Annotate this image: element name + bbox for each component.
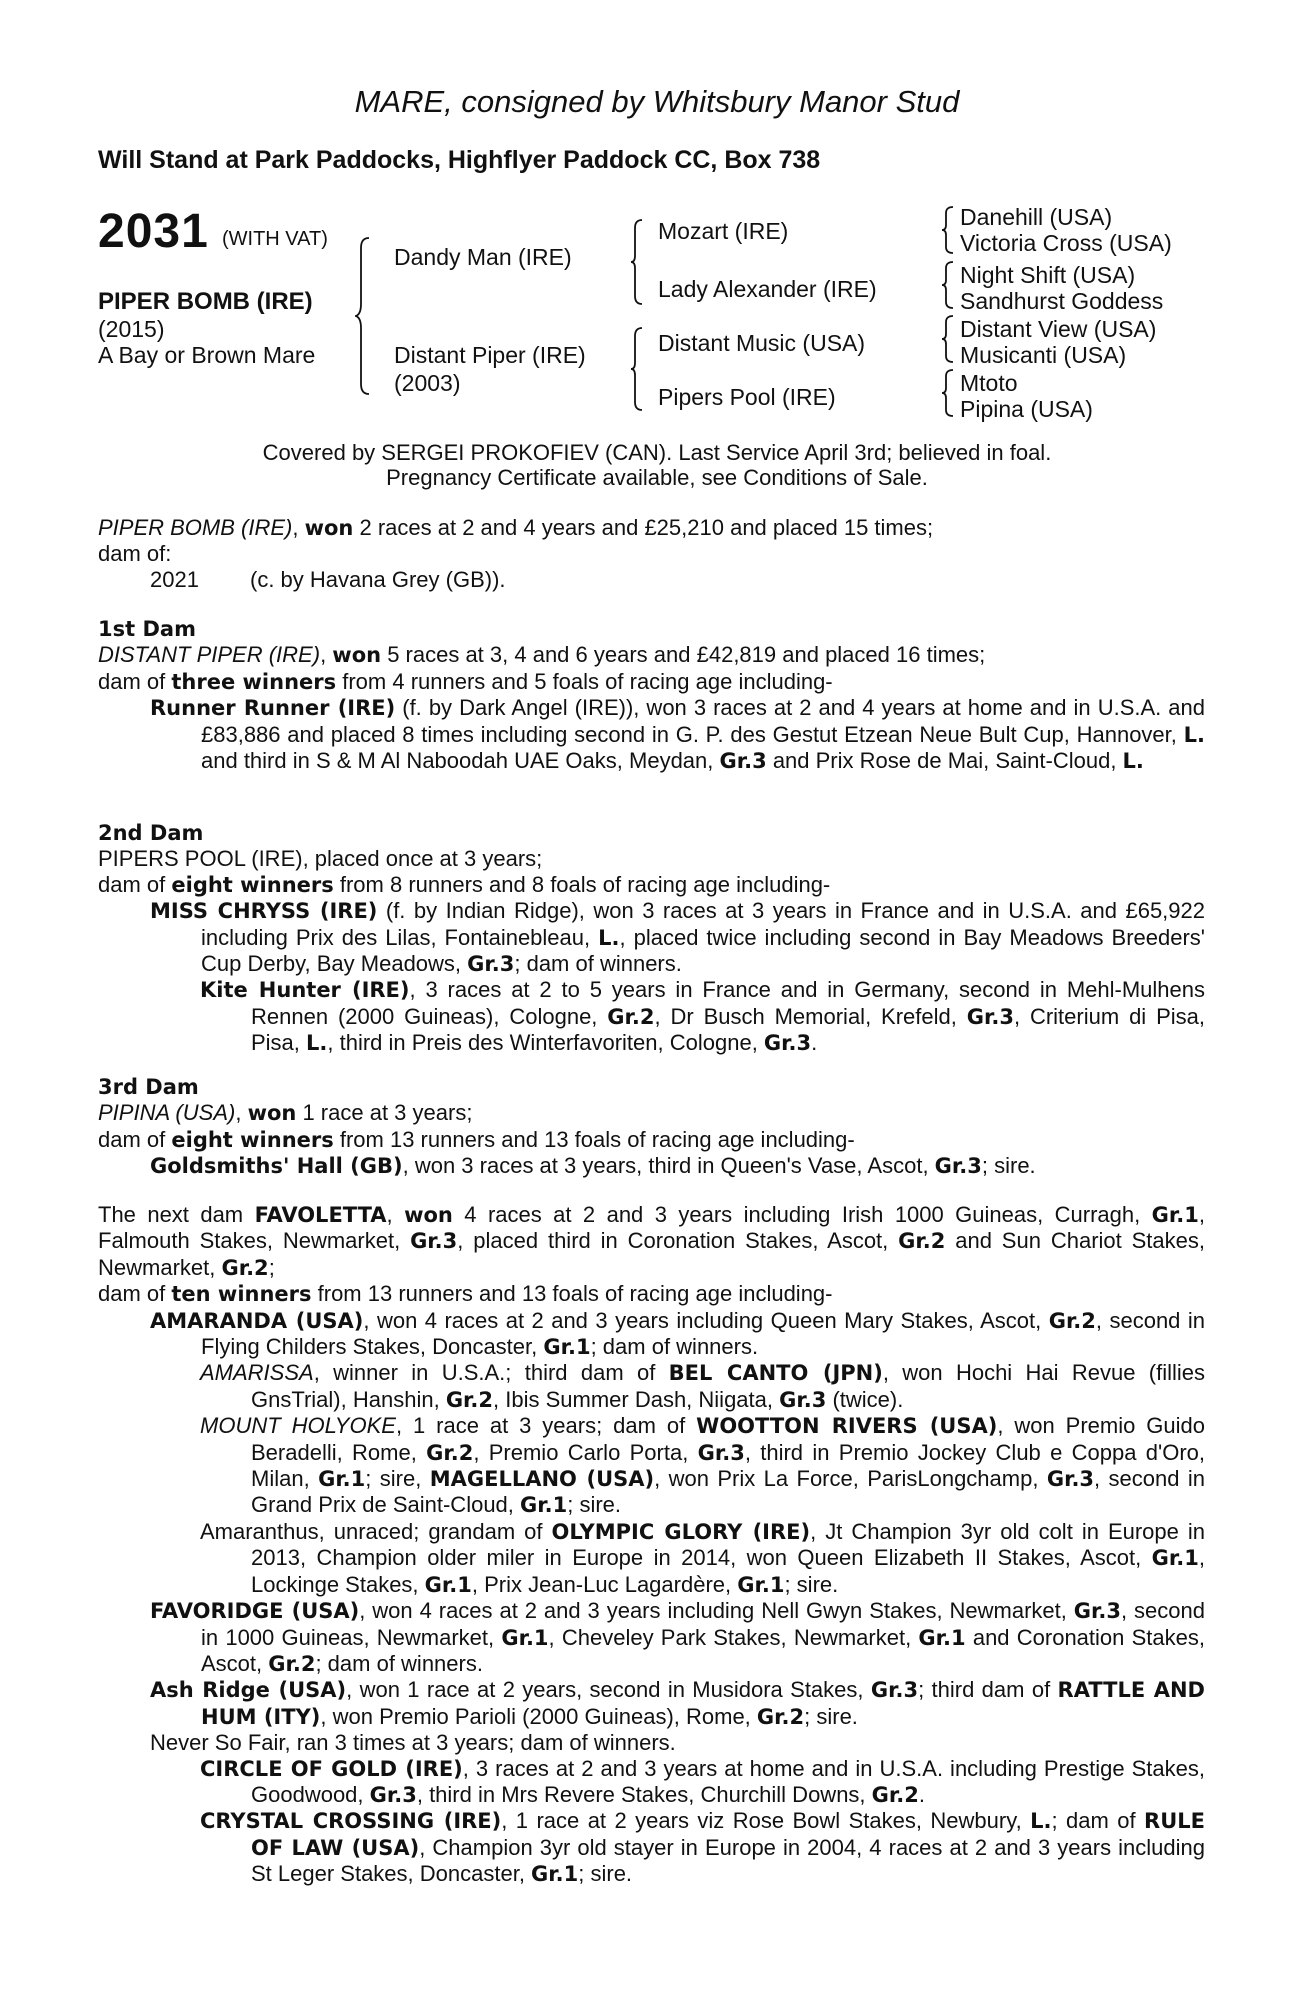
runner-name: FAVORIDGE (USA)	[150, 1599, 360, 1624]
runner-amarissa	[98, 1360, 1205, 1413]
pedigree-brace-sire	[630, 218, 648, 306]
runner-text: , Criterium di Pisa, Pisa,	[251, 1003, 1205, 1056]
horse-name: PIPER BOMB (IRE)	[98, 288, 313, 315]
group-mark: Gr.3	[1046, 1467, 1095, 1492]
runner-text: ; sire.	[784, 1571, 839, 1597]
group-mark: Gr.1	[1151, 1203, 1199, 1227]
second-dam-winners: eight winners	[171, 872, 334, 897]
horse-description: A Bay or Brown Mare	[98, 342, 316, 368]
second-dam-section	[98, 821, 1205, 1057]
group-mark: Gr.1	[424, 1572, 472, 1597]
pedigree-sire-sire: Mozart (IRE)	[658, 218, 789, 244]
pedigree-dam-dam: Pipers Pool (IRE)	[658, 384, 836, 410]
group-mark: Gr.1	[501, 1625, 549, 1650]
group-mark: Gr.2	[426, 1440, 474, 1465]
produce-year: 2021	[150, 566, 199, 592]
runner-text: ; sire.	[578, 1861, 633, 1887]
group-mark: Gr.3	[697, 1440, 745, 1465]
runner-amaranthus	[98, 1519, 1205, 1598]
runner-text: ; dam of	[1051, 1808, 1145, 1834]
runner-name: Ash Ridge (USA)	[150, 1678, 347, 1703]
runner-text: (f. by Dark Angel (IRE)), won 3 races at 2 and 4 years at home and in U.S.A. and £83,886 and placed 8 times including second in G. P. des Gestut Etzean Neue Bult Cup, Hannover,	[201, 695, 1205, 747]
separator: ,	[386, 1202, 405, 1227]
runner-bold: WOOTTON RIVERS (USA)	[696, 1414, 998, 1439]
runner-name: AMARISSA	[200, 1360, 314, 1386]
first-dam-runner-1	[98, 695, 1205, 774]
vat-label: (WITH VAT)	[222, 228, 328, 250]
group-mark: Gr.3	[763, 1031, 812, 1056]
group-mark: Gr.3	[410, 1229, 458, 1254]
pedigree-brace-dam	[630, 326, 648, 412]
next-dam-section	[98, 1202, 1205, 1888]
runner-text: (twice).	[826, 1386, 904, 1412]
runner-mount-holyoke	[98, 1413, 1205, 1519]
next-dam-won: won	[404, 1203, 453, 1227]
next-dam-dam-of: dam of	[98, 1281, 172, 1307]
group-mark: Gr.3	[779, 1387, 827, 1412]
group-mark: Gr.2	[221, 1255, 269, 1280]
next-dam-pre: The next dam	[98, 1202, 255, 1227]
runner-text: ; sire,	[365, 1466, 430, 1492]
group-mark: Gr.2	[871, 1782, 919, 1807]
runner-text: ; sire.	[981, 1153, 1036, 1179]
runner-text: , second in Flying Childers Stakes, Doncaster,	[201, 1307, 1206, 1360]
runner-text: ; dam of winners.	[590, 1334, 759, 1360]
group-mark: Gr.3	[369, 1782, 417, 1807]
horse-year: (2015)	[98, 316, 165, 342]
next-dam-text: and Sun Chariot Stakes, Newmarket,	[98, 1228, 1205, 1280]
group-mark: Gr.3	[719, 749, 767, 774]
third-dam-winners: eight winners	[171, 1127, 334, 1152]
runner-text: ; sire.	[567, 1492, 622, 1518]
runner-text: , won 1 race at 2 years, second in Musidora Stakes,	[346, 1677, 871, 1703]
group-mark: Gr.2	[268, 1651, 316, 1676]
runner-text: , placed twice including second in Bay Meadows Breeders' Cup Derby, Bay Meadows,	[201, 924, 1205, 977]
runner-text: , won Hochi Hai Revue (fillies GnsTrial), Hanshin,	[251, 1360, 1205, 1412]
runner-text: , Premio Carlo Porta,	[473, 1439, 698, 1465]
group-mark: Gr.1	[1151, 1546, 1199, 1571]
runner-text: , third in Premio Jockey Club e Coppa d'Oro, Milan,	[251, 1439, 1205, 1492]
runner-text: , 1 race at 3 years; dam of	[395, 1413, 697, 1439]
listed-mark: L.	[306, 1031, 328, 1056]
first-dam-runners: from 4 runners and 5 foals of racing age including-	[336, 668, 833, 694]
runner-text: , Dr Busch Memorial, Krefeld,	[654, 1003, 967, 1029]
runner-bold: MAGELLANO (USA)	[429, 1467, 655, 1492]
group-mark: Gr.3	[467, 952, 515, 977]
runner-text: .	[811, 1030, 818, 1056]
runner-text: ; third dam of	[918, 1677, 1058, 1703]
second-dam-runners: from 8 runners and 8 foals of racing age including-	[333, 871, 831, 897]
second-dam-runner-2	[98, 977, 1205, 1056]
listed-mark: L.	[1183, 722, 1205, 747]
pedigree-brace-ss	[941, 205, 957, 255]
runner-text: and Prix Rose de Mai, Saint-Cloud,	[766, 748, 1123, 774]
covering-line-1: Covered by SERGEI PROKOFIEV (CAN). Last Service April 3rd; believed in foal.	[262, 440, 1052, 465]
third-dam-dam-of: dam of	[98, 1126, 172, 1152]
group-mark: Gr.3	[934, 1154, 982, 1179]
next-dam-runners: from 13 runners and 13 foals of racing age including-	[311, 1281, 833, 1307]
runner-text: .	[918, 1781, 925, 1807]
pedigree-dss: Distant View (USA)	[960, 316, 1157, 342]
pedigree-brace-dd	[941, 368, 957, 418]
next-dam-text: , Falmouth Stakes, Newmarket,	[98, 1202, 1205, 1254]
first-dam-won: won	[332, 643, 382, 668]
runner-text: and Coronation Stakes, Ascot,	[201, 1624, 1205, 1676]
group-mark: Gr.3	[870, 1678, 919, 1703]
runner-text: ; dam of winners.	[514, 951, 682, 977]
first-dam-section: 1st Dam DISTANT PIPER (IRE), won 5 races at 3, 4 and 6 years and £42,819 and placed 16 times; dam of three winners from 4 runners and 5 foals of racing age including- Runner Runner (IRE) (f. by Dark Angel (IRE)), won 3 races at 2 and 4 years at home and in U.S.A. and £83,886 and placed 8 times including second in G. P. des Gestut Etzean Neue Bult Cup, Hannover, L. and third in S & M Al Naboodah UAE Oaks, Meydan, Gr.3 and Prix Rose de Mai, Saint-Cloud, L.	[98, 617, 1205, 774]
runner-ash-ridge	[98, 1677, 1205, 1730]
pedigree-dam-sire: Distant Music (USA)	[658, 330, 866, 356]
lot-number: 2031	[98, 205, 209, 258]
runner-text: , Champion 3yr old stayer in Europe in 2004, 4 races at 2 and 3 years including St Leger Stakes, Doncaster,	[251, 1834, 1205, 1887]
runner-name: Goldsmiths' Hall (GB)	[150, 1154, 403, 1179]
runner-text: , Ibis Summer Dash, Niigata,	[493, 1386, 780, 1412]
produce-section: PIPER BOMB (IRE), won 2 races at 2 and 4 years and £25,210 and placed 15 times; dam of: 2021 (c. by Havana Grey (GB)).	[98, 515, 1205, 592]
pedigree-brace-ds	[941, 314, 957, 364]
runner-bold: RATTLE AND HUM (ITY)	[201, 1678, 1205, 1729]
group-mark: Gr.2	[1048, 1308, 1096, 1333]
stand-location: Will Stand at Park Paddocks, Highflyer Paddock CC, Box 738	[98, 146, 821, 174]
produce-won: won	[304, 516, 354, 540]
pedigree-dam-year: (2003)	[394, 370, 461, 396]
runner-bold: BEL CANTO (JPN)	[668, 1361, 883, 1386]
pedigree-sire-dam: Lady Alexander (IRE)	[658, 276, 877, 302]
runner-name: MISS CHRYSS (IRE)	[150, 899, 378, 924]
pedigree-brace-sd	[941, 260, 957, 310]
listed-mark: L.	[1122, 749, 1144, 774]
pedigree-dds: Mtoto	[960, 370, 1018, 396]
runner-text: , second in Grand Prix de Saint-Cloud,	[251, 1466, 1205, 1518]
runner-text: , third in Preis des Winterfavoriten, Cologne,	[327, 1030, 764, 1056]
runner-name: CRYSTAL CROSSING (IRE)	[200, 1809, 502, 1834]
runner-amaranda	[98, 1308, 1205, 1361]
runner-bold: RULE OF LAW (USA)	[251, 1809, 1205, 1860]
group-mark: Gr.3	[1073, 1599, 1121, 1624]
runner-name: MOUNT HOLYOKE	[200, 1413, 396, 1439]
runner-text: and third in S & M Al Naboodah UAE Oaks, Meydan,	[201, 748, 720, 774]
runner-text: , won Prix La Force, ParisLongchamp,	[654, 1466, 1047, 1492]
next-dam-name: FAVOLETTA	[254, 1203, 387, 1227]
next-dam-intro	[98, 1202, 1205, 1281]
first-dam-record: 5 races at 3, 4 and 6 years and £42,819 and placed 16 times;	[381, 642, 986, 668]
produce-record: 2 races at 2 and 4 years and £25,210 and placed 15 times;	[353, 515, 934, 540]
runner-text: ; dam of winners.	[315, 1650, 483, 1676]
listed-mark: L.	[598, 925, 620, 950]
runner-text: ; sire.	[804, 1703, 858, 1729]
runner-text: , second in 1000 Guineas, Newmarket,	[201, 1598, 1205, 1650]
group-mark: Gr.1	[918, 1625, 966, 1650]
runner-bold: OLYMPIC GLORY (IRE)	[551, 1519, 811, 1544]
runner-text: , winner in U.S.A.; third dam of	[313, 1360, 669, 1386]
pedigree-dam: Distant Piper (IRE)	[394, 342, 586, 368]
group-mark: Gr.1	[737, 1572, 785, 1597]
runner-text: , Lockinge Stakes,	[251, 1545, 1205, 1597]
pedigree-sds: Night Shift (USA)	[960, 262, 1136, 288]
pedigree-ssd: Victoria Cross (USA)	[960, 230, 1172, 256]
second-dam-line: PIPERS POOL (IRE), placed once at 3 years;	[98, 846, 543, 872]
runner-text: , 3 races at 2 to 5 years in France and in Germany, second in Mehl-Mulhens Rennen (2000 Guineas), Cologne,	[251, 977, 1205, 1029]
runner-text: , Cheveley Park Stakes, Newmarket,	[548, 1624, 919, 1650]
runner-never-so-fair: Never So Fair, ran 3 times at 3 years; dam of winners.	[150, 1730, 676, 1756]
runner-name: Kite Hunter (IRE)	[200, 978, 410, 1003]
third-dam-section: 3rd Dam PIPINA (USA), won 1 race at 3 years; dam of eight winners from 13 runners and 13 foals of racing age including- Goldsmiths' Hall (GB), won 3 races at 3 years, third in Queen's Vase, Ascot, Gr.3; sire.	[98, 1075, 1205, 1180]
first-dam-heading: 1st Dam	[98, 617, 196, 641]
third-dam-runner-1	[98, 1153, 1205, 1179]
second-dam-runner-1	[98, 898, 1205, 977]
runner-text: , 3 races at 2 and 3 years at home and in U.S.A. including Prestige Stakes, Goodwood,	[251, 1755, 1205, 1807]
third-dam-runners: from 13 runners and 13 foals of racing age including-	[333, 1126, 855, 1152]
next-dam-text: ;	[268, 1254, 275, 1280]
runner-favoridge	[98, 1598, 1205, 1677]
runner-text: , Prix Jean-Luc Lagardère,	[471, 1571, 738, 1597]
third-dam-heading: 3rd Dam	[98, 1075, 199, 1099]
produce-dam-of: dam of:	[98, 541, 172, 567]
pedigree-brace-main	[355, 236, 375, 396]
produce-name: PIPER BOMB (IRE)	[98, 515, 293, 540]
first-dam-winners: three winners	[171, 669, 337, 694]
runner-text: , Jt Champion 3yr old colt in Europe in 2013, Champion older miler in Europe in 2014, won Queen Elizabeth II Stakes, Ascot,	[251, 1518, 1206, 1571]
pedigree-ddd: Pipina (USA)	[960, 396, 1093, 422]
produce-foal: (c. by Havana Grey (GB)).	[250, 566, 506, 592]
runner-text: , won 3 races at 3 years, third in Queen's Vase, Ascot,	[402, 1153, 935, 1179]
runner-circle-of-gold	[98, 1756, 1205, 1809]
group-mark: Gr.1	[318, 1467, 366, 1492]
group-mark: Gr.1	[531, 1862, 579, 1887]
runner-text: , won 4 races at 2 and 3 years including Nell Gwyn Stakes, Newmarket,	[359, 1598, 1074, 1624]
runner-text: , won Premio Parioli (2000 Guineas), Rome,	[320, 1703, 757, 1729]
listed-mark: L.	[1030, 1809, 1052, 1834]
runner-text: , third in Mrs Revere Stakes, Churchill Downs,	[416, 1781, 872, 1807]
group-mark: Gr.2	[445, 1387, 494, 1412]
page-title: MARE, consigned by Whitsbury Manor Stud	[354, 84, 960, 119]
runner-text: , won Premio Guido Beradelli, Rome,	[251, 1413, 1205, 1465]
pedigree-sire: Dandy Man (IRE)	[394, 244, 572, 270]
group-mark: Gr.3	[966, 1004, 1014, 1029]
runner-crystal-crossing	[98, 1808, 1205, 1887]
second-dam-heading: 2nd Dam	[98, 821, 204, 845]
pedigree-sdd: Sandhurst Goddess	[960, 288, 1164, 314]
runner-name: CIRCLE OF GOLD (IRE)	[200, 1756, 463, 1781]
group-mark: Gr.2	[898, 1229, 946, 1254]
third-dam-won: won	[247, 1101, 297, 1126]
group-mark: Gr.1	[543, 1335, 591, 1360]
runner-name: AMARANDA (USA)	[150, 1308, 364, 1333]
runner-text: , 1 race at 2 years viz Rose Bowl Stakes, Newbury,	[501, 1808, 1031, 1834]
runner-name: Runner Runner (IRE)	[150, 696, 396, 721]
runner-text: Amaranthus, unraced; grandam of	[200, 1518, 552, 1544]
next-dam-text: 4 races at 2 and 3 years including Irish 1000 Guineas, Curragh,	[452, 1202, 1152, 1227]
covering-line-2: Pregnancy Certificate available, see Conditions of Sale.	[386, 465, 928, 490]
first-dam-dam-of: dam of	[98, 668, 172, 694]
first-dam-name: DISTANT PIPER (IRE)	[98, 642, 321, 668]
next-dam-text: , placed third in Coronation Stakes, Ascot,	[457, 1228, 899, 1254]
pedigree-sss: Danehill (USA)	[960, 204, 1113, 230]
second-dam-dam-of: dam of	[98, 871, 172, 897]
group-mark: Gr.2	[607, 1004, 655, 1029]
next-dam-winners: ten winners	[171, 1282, 312, 1307]
runner-text: , won 4 races at 2 and 3 years including Queen Mary Stakes, Ascot,	[363, 1307, 1049, 1333]
group-mark: Gr.1	[520, 1493, 568, 1518]
third-dam-name: PIPINA (USA)	[98, 1100, 236, 1126]
pedigree-dsd: Musicanti (USA)	[960, 342, 1127, 368]
runner-text: (f. by Indian Ridge), won 3 races at 3 years in France and in U.S.A. and £65,922 including Prix des Lilas, Fontainebleau,	[201, 898, 1205, 950]
group-mark: Gr.2	[756, 1704, 805, 1729]
third-dam-record: 1 race at 3 years;	[296, 1100, 473, 1126]
